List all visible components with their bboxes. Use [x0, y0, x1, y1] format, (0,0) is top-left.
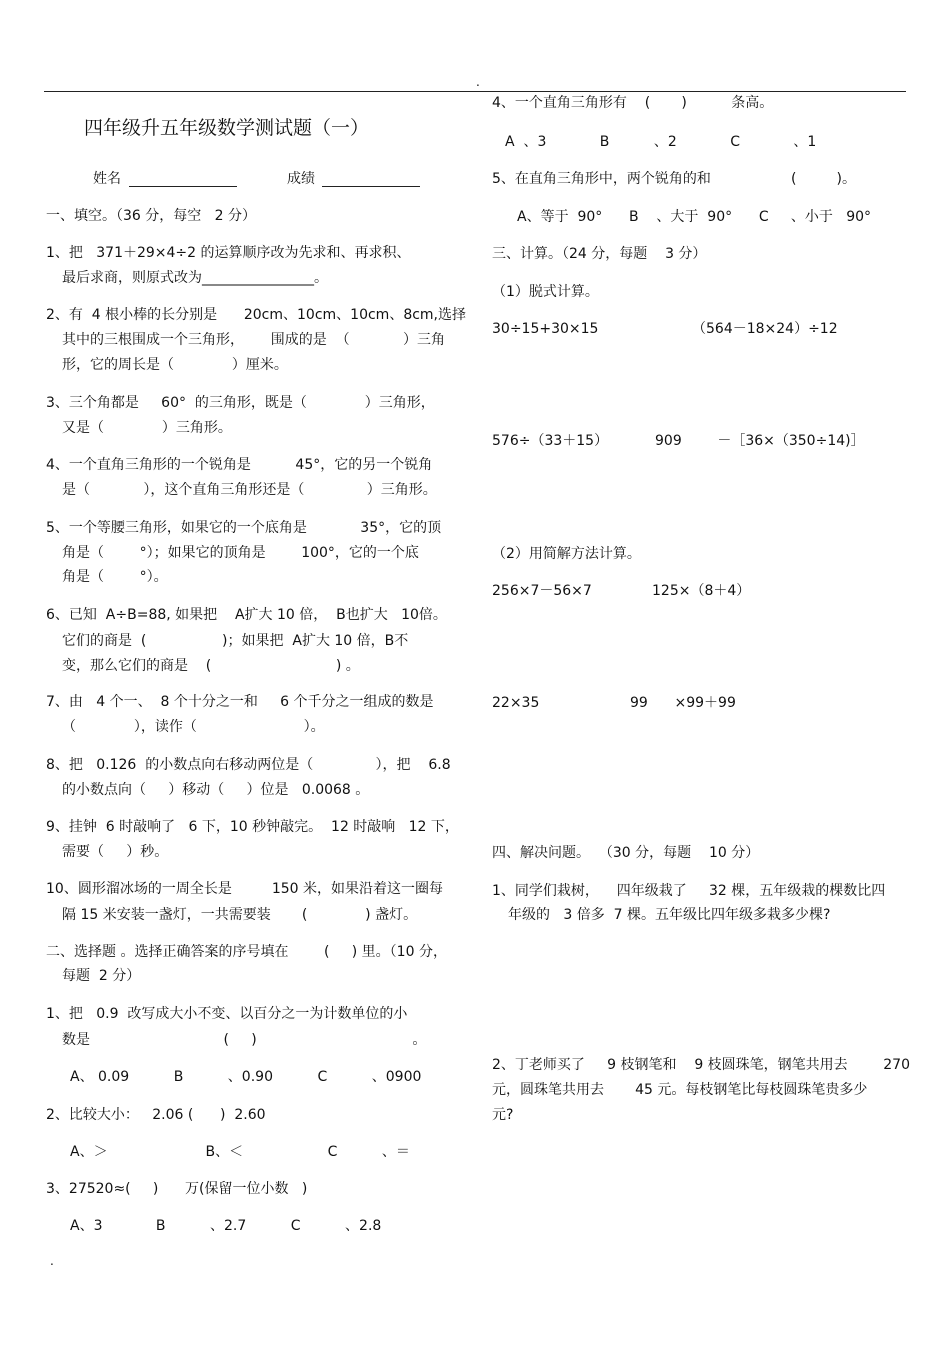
question-line: 3、三个角都是 60° 的三角形，既是（ ）三角形， [46, 395, 435, 411]
question-line: 5、在直角三角形中，两个锐角的和 ( )。 [492, 171, 856, 187]
question-line: 2、有 4 根小棒的长分别是 20cm、10cm、10cm、8cm,选择 [46, 307, 467, 323]
question-line: 角是（ °）。 [62, 569, 168, 585]
question-line: 1、把 0.9 改写成大小不变、以百分之一为计数单位的小 [46, 1006, 408, 1022]
calc-expression: 909 －［36×（350÷14)］ [655, 433, 865, 449]
question-line: （ ），读作（ ）。 [62, 719, 325, 735]
choice-options: A 、3 B 、2 C 、1 [505, 134, 817, 150]
question-line: 隔 15 米安装一盏灯，一共需要装 ( ) 盏灯。 [62, 907, 418, 923]
question-line: 数是 ( ) 。 [62, 1032, 427, 1048]
question-line: 最后求商，则原式改为________________。 [62, 270, 328, 286]
question-line: 6、已知 A÷B=88, 如果把 A扩大 10 倍， B也扩大 10倍。 [46, 607, 447, 623]
section-title-line: 二、选择题 。选择正确答案的序号填在 ( ) 里。（10 分， [46, 944, 447, 960]
section-title-line: 每题 2 分） [62, 968, 141, 984]
choice-options: A、等于 90° B 、大于 90° C 、小于 90° [517, 209, 872, 225]
question-line: 的小数点向（ ）移动（ ）位是 0.0068 。 [62, 782, 370, 798]
score-blank [322, 186, 420, 187]
choice-options: A、 0.09 B 、0.90 C 、0900 [70, 1069, 422, 1085]
choice-options: A、＞ B、＜ C 、＝ [70, 1144, 410, 1160]
question-line: 是（ ），这个直角三角形还是（ ）三角形。 [62, 482, 437, 498]
question-line: 需要（ ）秒。 [62, 844, 169, 860]
calc-expression: （564－18×24）÷12 [692, 321, 838, 337]
question-line: 年级的 3 倍多 7 棵。五年级比四年级多栽多少棵? [508, 907, 831, 923]
question-line: 1、同学们栽树， 四年级栽了 32 棵，五年级栽的棵数比四 [492, 883, 886, 899]
choice-options: A、3 B 、2.7 C 、2.8 [70, 1218, 382, 1234]
question-line: 2、比较大小： 2.06 ( ) 2.60 [46, 1107, 266, 1123]
page-title: 四年级升五年级数学测试题（一） [84, 117, 370, 139]
question-line: 形，它的周长是（ ）厘米。 [62, 357, 288, 373]
part-2-title: （2）用简解方法计算。 [492, 546, 641, 562]
section-1-title: 一、填空。（36 分，每空 2 分） [46, 208, 256, 224]
section-3-title: 三、计算。（24 分，每题 3 分） [492, 246, 707, 262]
score-label: 成绩 [287, 171, 315, 187]
question-line: 8、把 0.126 的小数点向右移动两位是（ ），把 6.8 [46, 757, 451, 773]
question-line: 7、由 4 个一、 8 个十分之一和 6 个千分之一组成的数是 [46, 694, 434, 710]
name-label: 姓名 [93, 171, 121, 187]
question-line: 角是（ °）；如果它的顶角是 100°，它的一个底 [62, 545, 419, 561]
question-line: 3、27520≈( ) 万(保留一位小数 ) [46, 1181, 308, 1197]
header-mark: . [476, 75, 480, 89]
question-line: 4、一个直角三角形有 ( ) 条高。 [492, 95, 774, 111]
calc-expression: 30÷15+30×15 [492, 321, 599, 337]
question-line: 变，那么它们的商是 ( ) 。 [62, 658, 360, 674]
question-line: 9、挂钟 6 时敲响了 6 下，10 秒钟敲完。 12 时敲响 12 下， [46, 819, 459, 835]
question-line: 又是（ ）三角形。 [62, 420, 232, 436]
question-line: 1、把 371＋29×4÷2 的运算顺序改为先求和、再求积、 [46, 245, 411, 261]
question-line: 5、一个等腰三角形，如果它的一个底角是 35°，它的顶 [46, 520, 442, 536]
header-rule [44, 91, 906, 92]
question-line: 元? [492, 1107, 514, 1123]
part-1-title: （1）脱式计算。 [492, 284, 599, 300]
question-line: 其中的三根围成一个三角形， 围成的是 （ ）三角 [62, 332, 446, 348]
question-line: 4、一个直角三角形的一个锐角是 45°，它的另一个锐角 [46, 457, 433, 473]
section-4-title: 四、解决问题。 （30 分，每题 10 分） [492, 845, 760, 861]
question-line: 元，圆珠笔共用去 45 元。每枝钢笔比每枝圆珠笔贵多少 [492, 1082, 868, 1098]
calc-expression: 99 ×99＋99 [630, 695, 736, 711]
question-line: 2、丁老师买了 9 枝钢笔和 9 枝圆珠笔，钢笔共用去 270 [492, 1057, 910, 1073]
footer-mark: . [50, 1254, 54, 1268]
calc-expression: 256×7－56×7 [492, 583, 592, 599]
calc-expression: 22×35 [492, 695, 540, 711]
calc-expression: 576÷（33＋15） [492, 433, 609, 449]
question-line: 10、圆形溜冰场的一周全长是 150 米，如果沿着这一圈每 [46, 881, 444, 897]
question-line: 它们的商是 ( )；如果把 A扩大 10 倍，B不 [62, 633, 409, 649]
calc-expression: 125×（8＋4） [652, 583, 751, 599]
name-blank [129, 186, 237, 187]
